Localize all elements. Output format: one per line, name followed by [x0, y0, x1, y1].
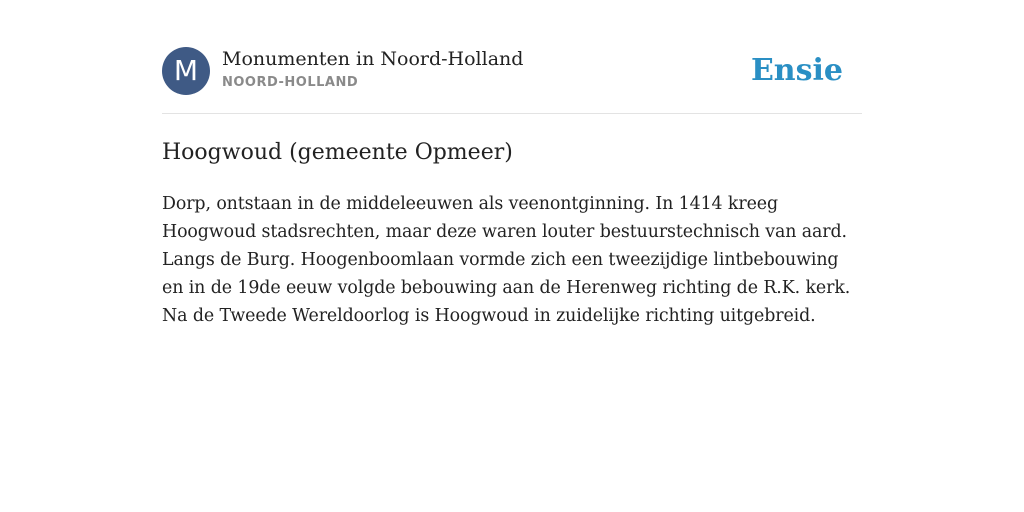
site-title[interactable]: Monumenten in Noord-Holland [222, 48, 524, 70]
article-title: Hoogwoud (gemeente Opmeer) [162, 140, 513, 165]
content-card [162, 0, 862, 512]
site-subtitle: NOORD-HOLLAND [222, 75, 359, 90]
ensie-logo[interactable]: Ensie [750, 53, 843, 88]
article-body: Dorp, ontstaan in de middeleeuwen als veenontginning. In 1414 kreeg Hoogwoud stadsrechten, maar deze waren louter bestuurstechnisch van aard. Langs de Burg. Hoogenboomlaan vormde zich een tweezijdige lintbebouwing en in de 19de eeuw volgde bebouwing aan de Herenweg richting de R.K. kerk. Na de Tweede Wereldoorlog is Hoogwoud in zuidelijke richting uitgebreid. [162, 194, 851, 326]
avatar[interactable]: M [162, 47, 210, 95]
divider [162, 113, 862, 114]
header [162, 47, 862, 97]
